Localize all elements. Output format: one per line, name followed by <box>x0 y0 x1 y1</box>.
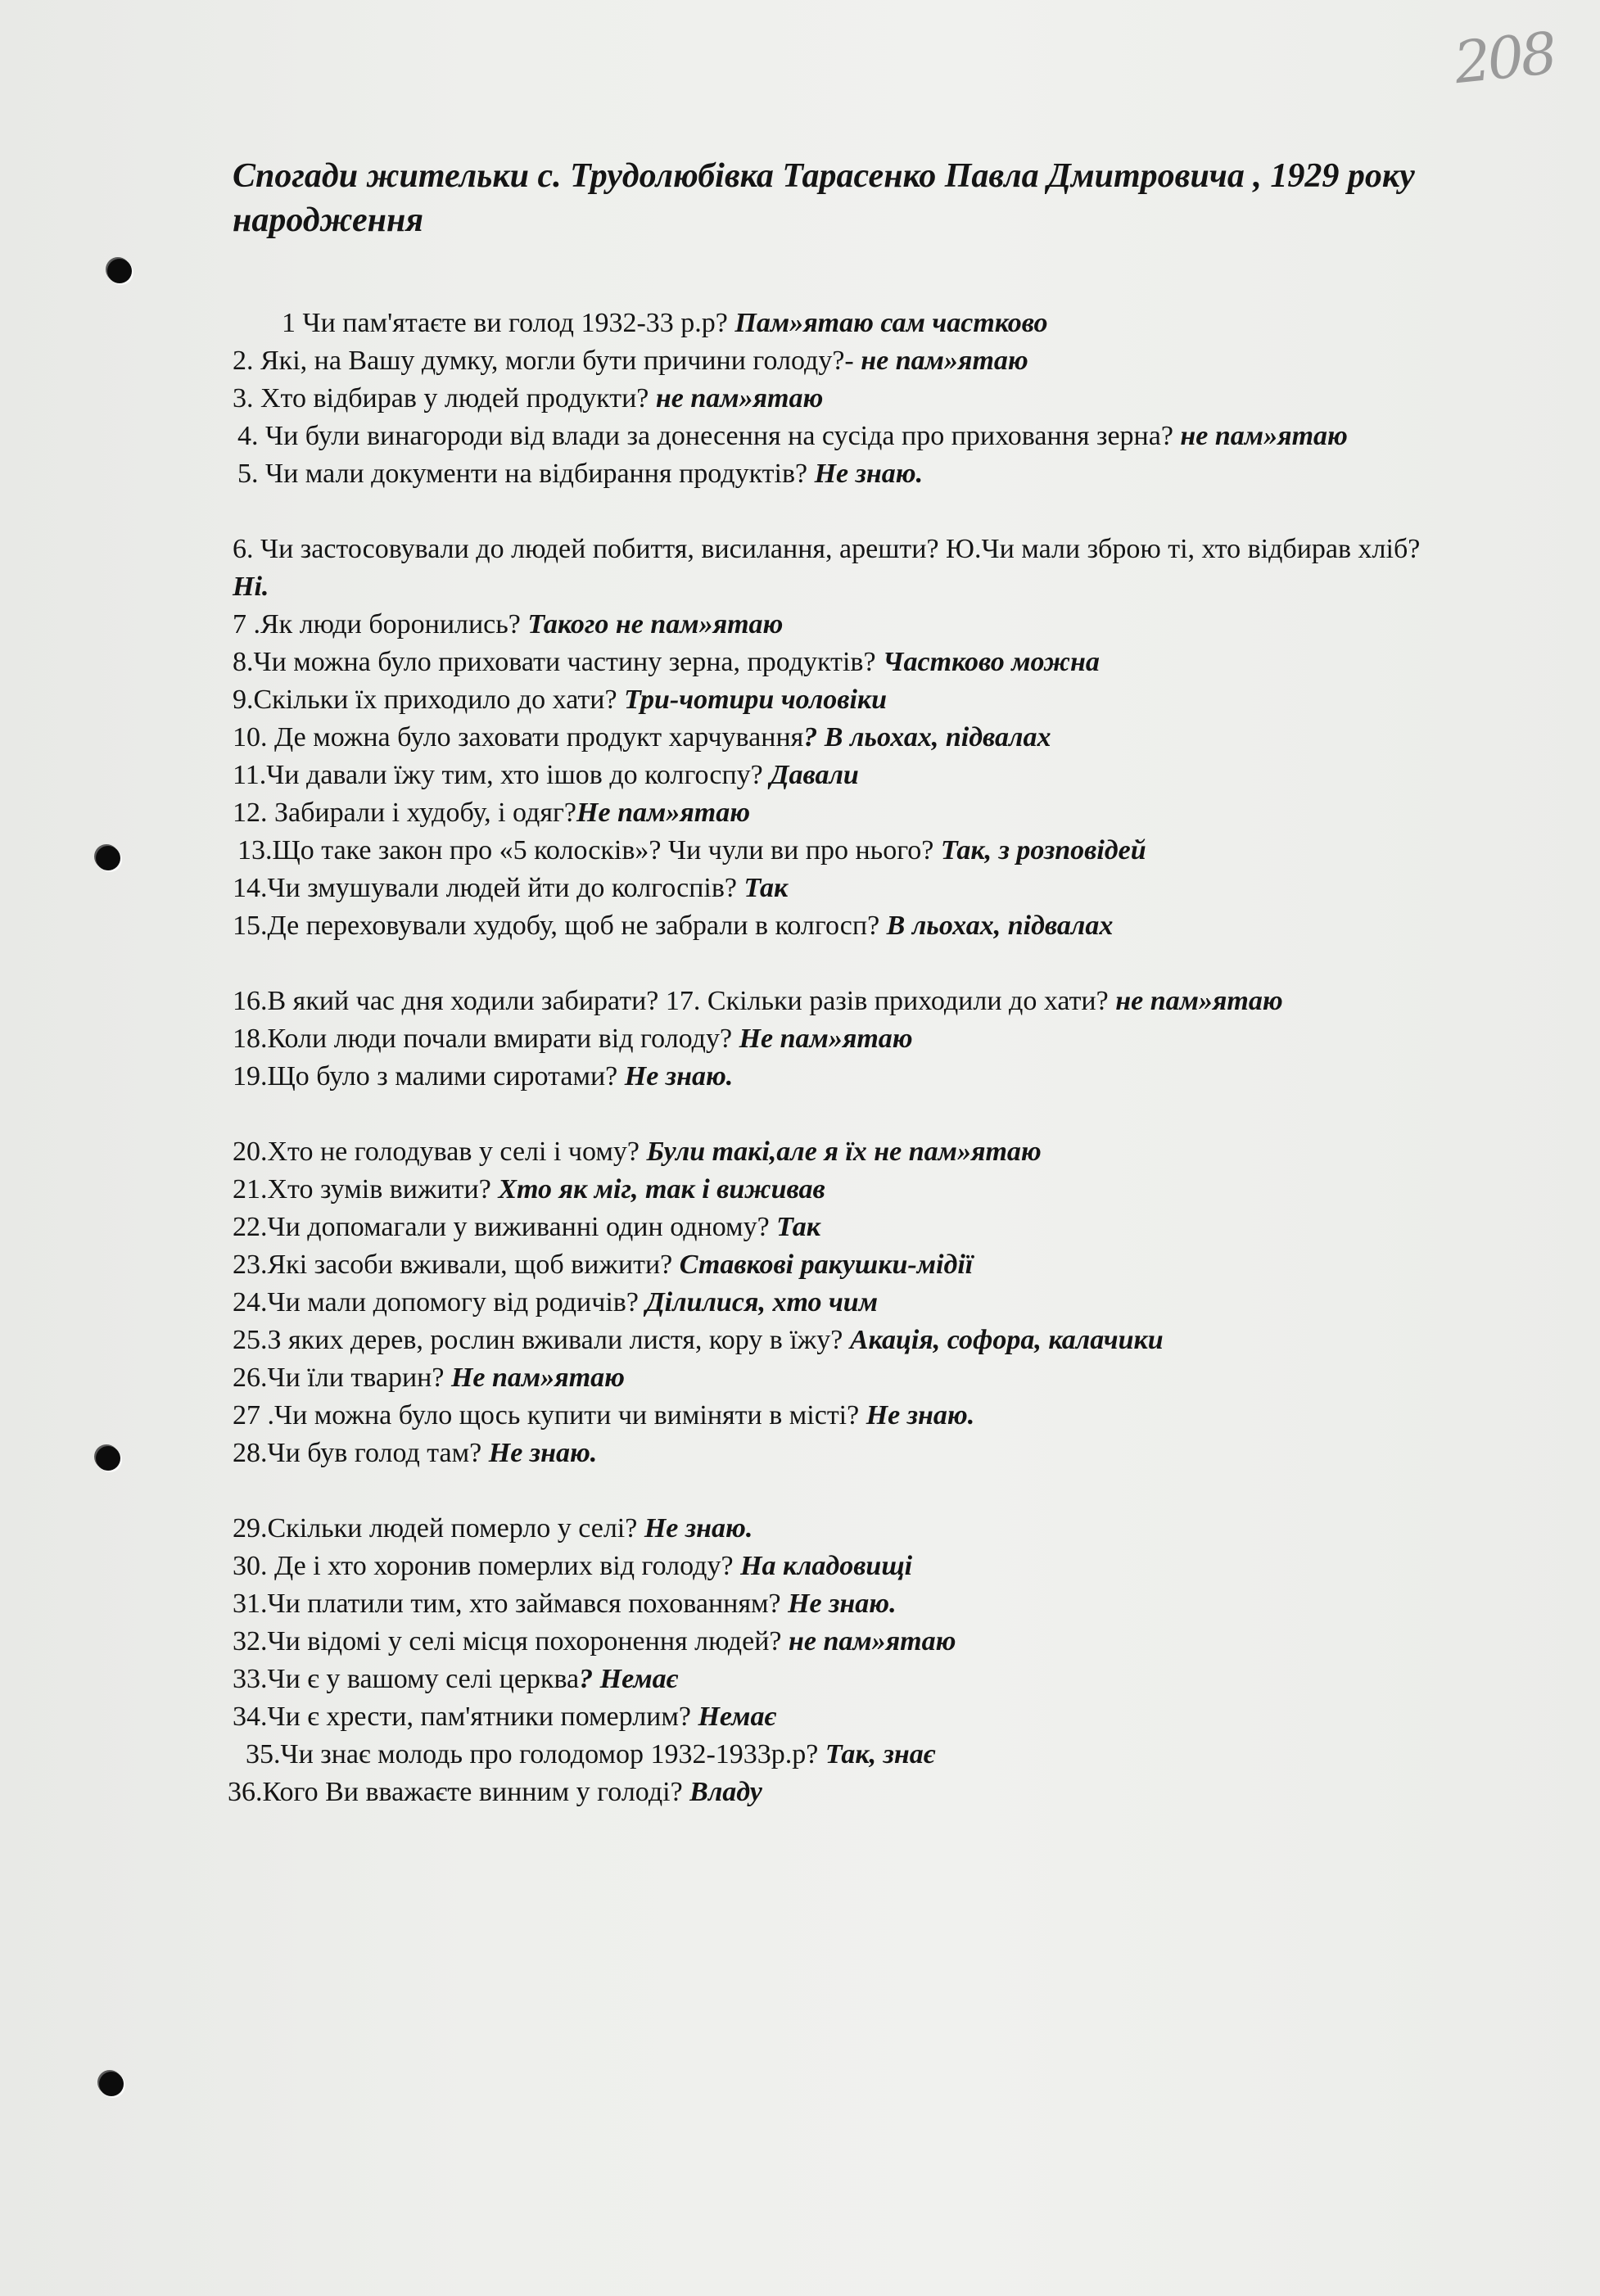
question: 24.Чи мали допомогу від родичів? <box>233 1287 646 1317</box>
question: 35.Чи знає молодь про голодомор 1932-1933р.р? <box>246 1739 825 1769</box>
answer: Ділилися, хто чим <box>645 1287 878 1317</box>
answer: Хто як міг, так і виживав <box>498 1174 825 1204</box>
qa-item-18 <box>233 1020 1477 1058</box>
answer: Не пам»ятаю <box>576 798 751 828</box>
answer: Так <box>776 1212 820 1242</box>
qa-item-25 <box>233 1322 1477 1359</box>
question: 20.Хто не голодував у селі і чому? <box>233 1137 647 1167</box>
question: 34.Чи є хрести, пам'ятники померлим? <box>233 1702 698 1732</box>
question: 21.Хто зумів вижити? <box>233 1174 499 1204</box>
question: 9.Скільки їх приходило до хати? <box>233 685 625 715</box>
qa-item-29 <box>233 1510 1477 1548</box>
qa-item-15 <box>233 907 1477 945</box>
qa-item-2 <box>233 342 1477 380</box>
answer: Ні. <box>233 572 269 602</box>
answer: На кладовищі <box>740 1551 913 1581</box>
qa-item-33 <box>233 1661 1477 1698</box>
question: 14.Чи змушували людей йти до колгоспів? <box>233 873 744 903</box>
question: 32.Чи відомі у селі місця похоронення людей? <box>233 1626 789 1656</box>
answer: не пам»ятаю <box>1180 421 1348 451</box>
question: 10. Де можна було заховати продукт харчування <box>233 722 804 753</box>
document-title: Спогади жительки с. Трудолюбівка Тарасенко Павла Дмитровича , 1929 року народження <box>233 157 1415 239</box>
question: 18.Коли люди почали вмирати від голоду? <box>233 1024 739 1054</box>
question: 3. Хто відбирав у людей продукти? <box>233 383 656 414</box>
answer: не пам»ятаю <box>789 1626 956 1656</box>
qa-item-13 <box>233 832 1477 870</box>
question: 23.Які засоби вживали, щоб вижити? <box>233 1250 680 1280</box>
question: 26.Чи їли тварин? <box>233 1363 451 1393</box>
answer: Так, з розповідей <box>940 835 1146 866</box>
question: 11.Чи давали їжу тим, хто ішов до колгоспу? <box>233 760 771 790</box>
question: 6. Чи застосовували до людей побиття, висилання, арешти? Ю.Чи мали зброю ті, хто відбирав хліб? <box>233 534 1421 564</box>
qa-item-21 <box>233 1171 1477 1209</box>
question: 8.Чи можна було приховати частину зерна, продуктів? <box>233 647 884 677</box>
answer: не пам»ятаю <box>1115 986 1283 1016</box>
answer: Так, знає <box>825 1739 935 1769</box>
punch-hole-4 <box>99 2072 124 2096</box>
question: 1 Чи пам'ятаєте ви голод 1932-33 р.р? <box>282 308 735 338</box>
questionnaire <box>228 305 1477 1811</box>
question: 28.Чи був голод там? <box>233 1438 489 1468</box>
qa-item-11 <box>233 757 1477 794</box>
question: 19.Що було з малими сиротами? <box>233 1061 625 1092</box>
answer: Не знаю. <box>788 1589 897 1619</box>
qa-item-28 <box>233 1435 1477 1472</box>
answer: Давали <box>770 760 859 790</box>
question: 15.Де переховували худобу, щоб не забрали в колгосп? <box>233 911 887 941</box>
answer: Не знаю. <box>624 1061 734 1092</box>
question: 13.Що таке закон про «5 колосків»? Чи чули ви про нього? <box>237 835 941 866</box>
qa-item-4 <box>233 418 1395 455</box>
question: 4. Чи були винагороди від влади за донесення на сусіда про приховання зерна? <box>237 421 1181 451</box>
qa-item-32 <box>233 1623 1477 1661</box>
qa-item-19 <box>233 1058 1477 1096</box>
qa-item-12 <box>233 794 1477 832</box>
question: 7 .Як люди боронились? <box>233 609 528 640</box>
question: 5. Чи мали документи на відбирання продуктів? <box>237 459 815 489</box>
punch-hole-2 <box>96 846 120 870</box>
qa-item-9 <box>233 681 1477 719</box>
qa-item-30 <box>233 1548 1477 1585</box>
answer: Немає <box>698 1702 776 1732</box>
answer: не пам»ятаю <box>655 383 824 414</box>
question: 25.З яких дерев, рослин вживали листя, кору в їжу? <box>233 1325 850 1355</box>
answer: Не знаю. <box>866 1400 975 1430</box>
qa-item-26 <box>233 1359 1477 1397</box>
answer: Так <box>744 873 789 903</box>
qa-item-5 <box>233 455 1477 493</box>
answer: Частково можна <box>883 647 1100 677</box>
qa-item-20 <box>233 1133 1477 1171</box>
question: 16.В який час дня ходили забирати? 17. Скільки разів приходили до хати? <box>233 986 1116 1016</box>
qa-item-6 <box>233 531 1436 606</box>
qa-item-3 <box>233 380 1477 418</box>
qa-item-14 <box>233 870 1477 907</box>
answer: ? В льохах, підвалах <box>803 722 1051 753</box>
answer: В льохах, підвалах <box>886 911 1114 941</box>
answer: Такого не пам»ятаю <box>527 609 784 640</box>
question: 31.Чи платили тим, хто займався похованням? <box>233 1589 789 1619</box>
qa-item-22 <box>233 1209 1477 1246</box>
qa-item-27 <box>233 1397 1477 1435</box>
question: 29.Скільки людей померло у селі? <box>233 1513 644 1543</box>
answer: Акація, софора, калачики <box>849 1325 1164 1355</box>
qa-item-23 <box>233 1246 1477 1284</box>
answer: не пам»ятаю <box>861 346 1028 376</box>
question: 33.Чи є у вашому селі церква <box>233 1664 580 1694</box>
question: 30. Де і хто хоронив померлих від голоду? <box>233 1551 741 1581</box>
answer: Владу <box>689 1777 762 1807</box>
qa-item-1 <box>233 305 1477 342</box>
qa-item-10 <box>233 719 1477 757</box>
qa-item-31 <box>233 1585 1477 1623</box>
question: 27 .Чи можна було щось купити чи виміняти в місті? <box>233 1400 866 1430</box>
handwritten-page-number: 208 <box>1451 19 1557 97</box>
question: 12. Забирали і худобу, і одяг? <box>233 798 577 828</box>
qa-item-24 <box>233 1284 1477 1322</box>
answer: ? Немає <box>579 1664 678 1694</box>
answer: Не пам»ятаю <box>739 1024 913 1054</box>
qa-item-35 <box>233 1736 1477 1774</box>
punch-hole-1 <box>107 259 132 283</box>
qa-item-34 <box>233 1698 1477 1736</box>
question: 36.Кого Ви вважаєте винним у голоді? <box>228 1777 690 1807</box>
question: 2. Які, на Вашу думку, могли бути причини голоду?- <box>233 346 861 376</box>
answer: Не знаю. <box>644 1513 753 1543</box>
question: 22.Чи допомагали у виживанні один одному? <box>233 1212 777 1242</box>
qa-item-36 <box>228 1774 1477 1811</box>
answer: Не знаю. <box>488 1438 598 1468</box>
answer: Не пам»ятаю <box>450 1363 625 1393</box>
answer: Були такі,але я їх не пам»ятаю <box>646 1137 1042 1167</box>
qa-item-16 <box>233 983 1477 1020</box>
answer: Пам»ятаю сам частково <box>734 308 1048 338</box>
punch-hole-3 <box>96 1446 120 1471</box>
qa-item-7 <box>233 606 1477 644</box>
answer: Три-чотири чоловіки <box>624 685 888 715</box>
answer: Ставкові ракушки-мідії <box>679 1250 974 1280</box>
qa-item-8 <box>233 644 1477 681</box>
answer: Не знаю. <box>814 459 924 489</box>
